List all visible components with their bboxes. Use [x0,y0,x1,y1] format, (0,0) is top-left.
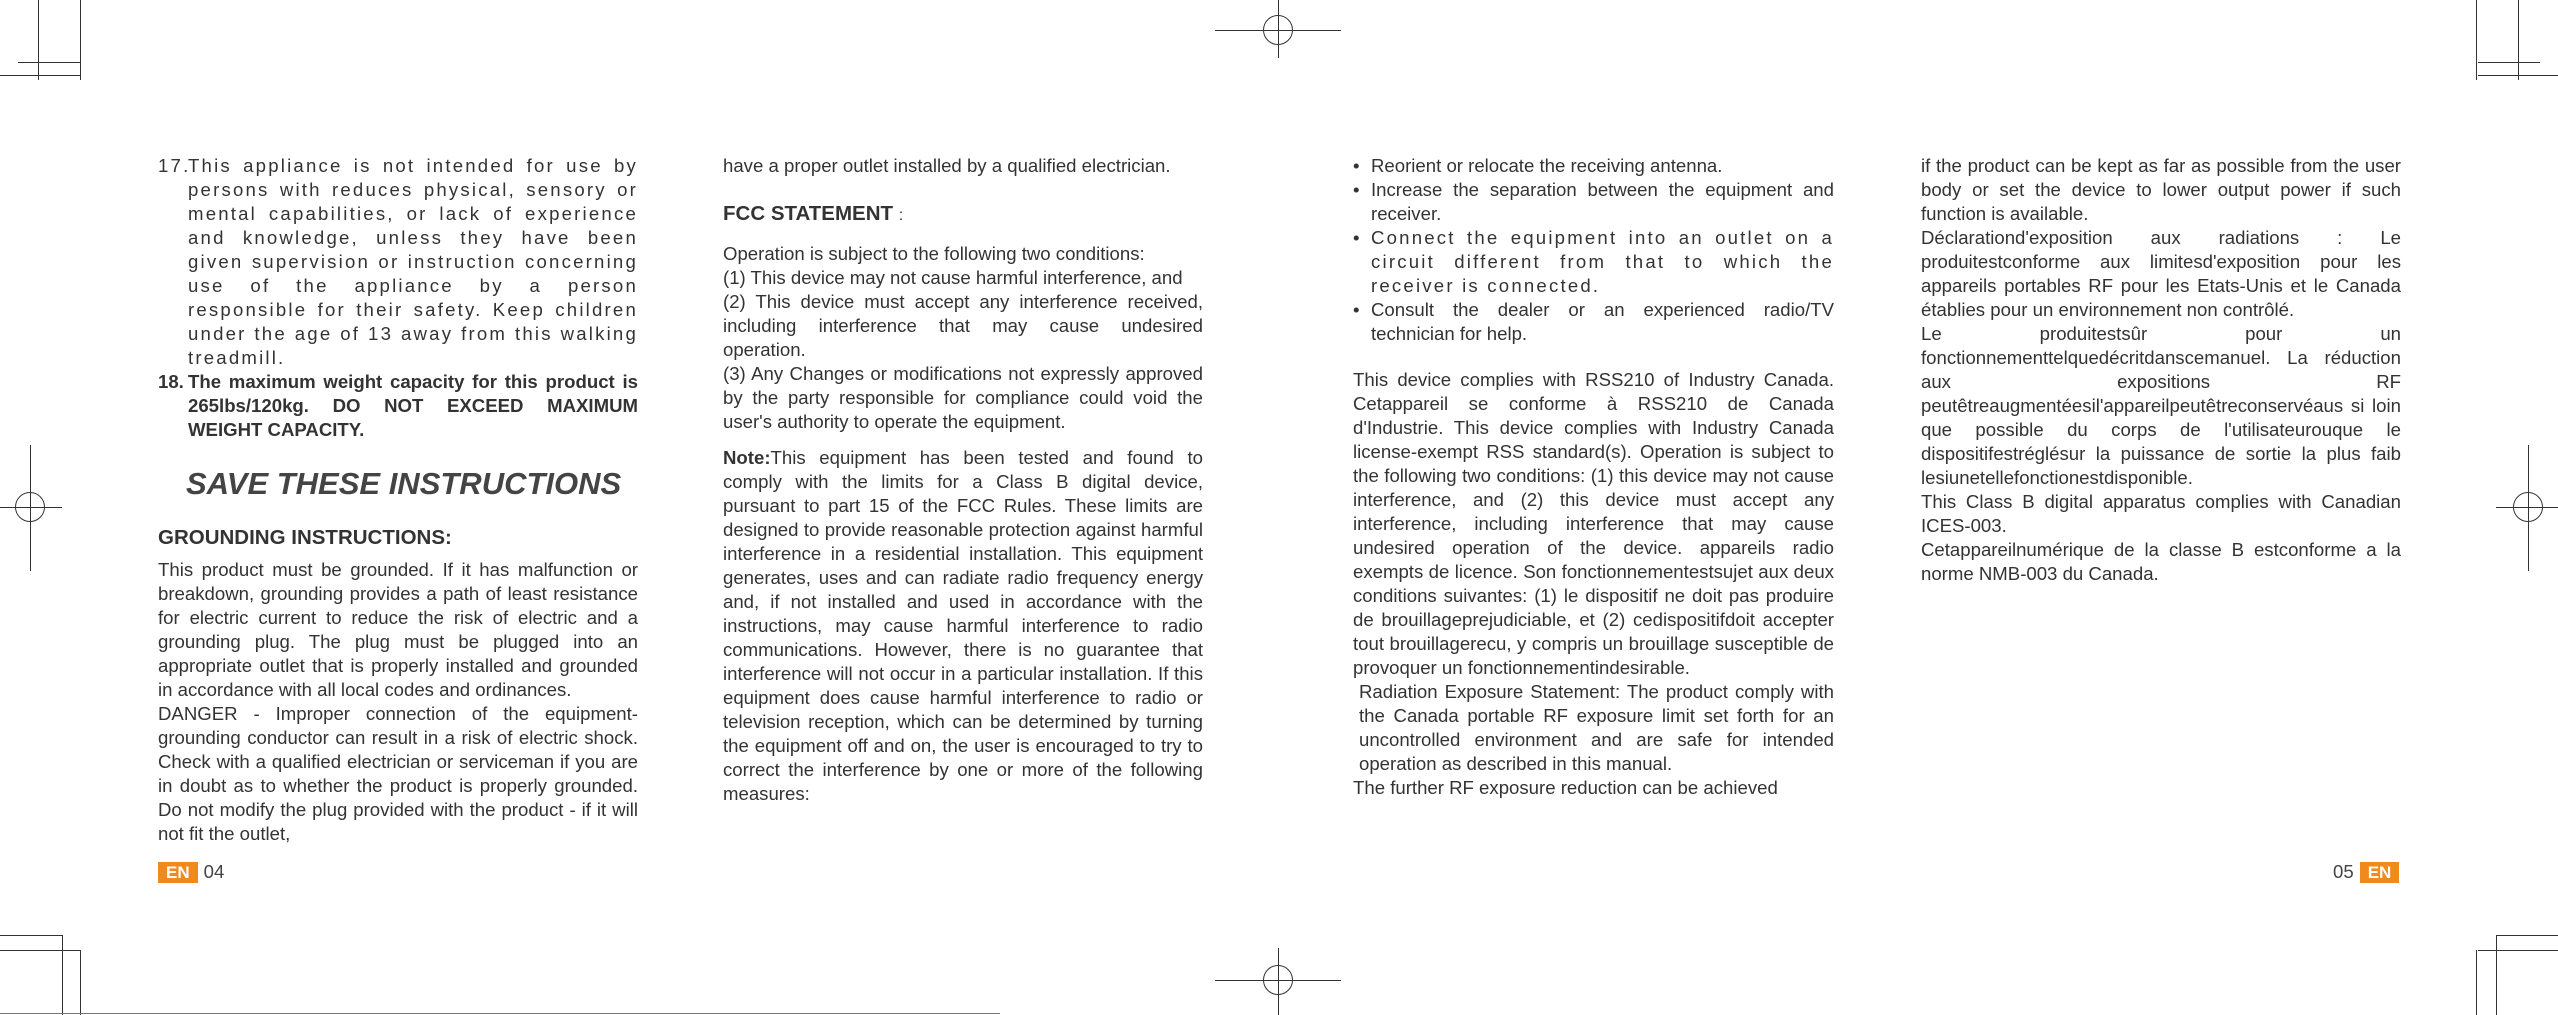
list-number: 18. [158,371,184,392]
grounding-heading: GROUNDING INSTRUCTIONS: [158,526,452,549]
bullet-text: Increase the separation between the equipment and receiver. [1371,179,1834,224]
list-item-18 [158,370,638,442]
declaration-paragraph: Déclarationd'exposition aux radiations : Le produitestconforme aux limitesd'exposition pour les appareils portables RF pour les Etats-Unis et le Canada établies pour un environnement non contrôlé. [1921,227,2401,320]
page-number: 04 [203,861,225,882]
right-page-footer [2333,860,2399,884]
left-page-column-2 [723,154,1203,806]
fcc-intro: Operation is subject to the following two conditions: [723,243,1145,264]
fcc-condition-2: (2) This device must accept any interference received, including interference that may cause undesired operation. [723,291,1203,360]
fcc-condition-3: (3) Any Changes or modifications not expressly approved by the party responsible for compliance could void the user's authority to operate the equipment. [723,363,1203,432]
left-page-column-1 [158,154,638,846]
note-paragraph [723,446,1203,806]
bullet-text: Reorient or relocate the receiving antenna. [1371,155,1723,176]
language-badge: EN [158,862,198,883]
right-page-column-2 [1921,154,2401,586]
continued-paragraph: have a proper outlet installed by a qualified electrician. [723,155,1171,176]
bullet-text: Consult the dealer or an experienced radio/TV technician for help. [1371,299,1834,344]
grounding-paragraph: This product must be grounded. If it has malfunction or breakdown, grounding provides a path of least resistance for electric current to reduce the risk of electric and a grounding plug. The plug must be plugged into an appropriate outlet that is properly installed and grounded in accordance with all local codes and ordinances. [158,559,638,700]
fcc-heading [723,202,1203,228]
radiation-paragraph: Radiation Exposure Statement: The product comply with the Canada portable RF exposure limit set forth for an uncontrolled environment and are safe for intended operation as described in this manual. [1359,681,1834,774]
fcc-heading-text: FCC STATEMENT [723,202,894,225]
fcc-condition-1: (1) This device may not cause harmful interference, and [723,267,1183,288]
right-page-column-1 [1353,154,1834,800]
bullet-item [1353,154,1834,178]
french-safety-paragraph: Le produitestsûr pour un fonctionnementtelquedécritdanscemanuel. La réduction aux expositions RF peutêtreaugmentéesil'appareilpeutêtreconservéaus si loin que possible du corps de l'utilisateurouque le dispositifestréglésur la puissance de sortie la plus faib lesiunetellefonctionestdisponible. [1921,323,2401,488]
exposure-paragraph: if the product can be kept as far as possible from the user body or set the device to lower output power if such function is available. [1921,155,2401,224]
bullet-dot: • [1353,179,1360,200]
nmb-paragraph: Cetappareilnumérique de la classe B estconforme a la norme NMB-003 du Canada. [1921,539,2401,584]
list-item-text: The maximum weight capacity for this product is 265lbs/120kg. DO NOT EXCEED MAXIMUM WEIGHT CAPACITY. [188,371,638,440]
left-page-footer [158,860,224,884]
save-instructions-heading: SAVE THESE INSTRUCTIONS [186,466,622,501]
bullet-item [1353,226,1834,298]
industry-canada-paragraph: This device complies with RSS210 of Industry Canada. Cetappareil se conforme à RSS210 de Canada d'Industrie. This device complies with Industry Canada license-exempt RSS standard(s). Operation is subject to the following two conditions: (1) this device may not cause interference, and (2) this device must accept any interference, including interference that may cause undesired operation of the device. appareils radio exempts de licence. Son fonctionnementestsujet aux deux conditions suivantes: (1) le dispositif ne doit pas produire de brouillageprejudiciable, et (2) cedispositifdoit accepter tout brouillagerecu, y compris un brouillage susceptible de provoquer un fonctionnementindesirable. [1353,369,1834,678]
list-item-text: This appliance is not intended for use by persons with reduces physical, sensory or mental capabilities, or lack of experience and knowledge, unless they have been given supervision or instruction concerning use of the appliance by a person responsible for their safety. Keep children under the age of 13 away from this walking treadmill. [188,155,638,368]
bullet-text: Connect the equipment into an outlet on a circuit different from that to which the receiver is connected. [1371,227,1834,296]
bullet-dot: • [1353,227,1362,248]
bullet-item [1353,178,1834,226]
bullet-dot: • [1353,299,1360,320]
further-paragraph: The further RF exposure reduction can be achieved [1353,777,1778,798]
list-item-17 [158,154,638,370]
bullet-dot: • [1353,155,1360,176]
language-badge: EN [2360,862,2400,883]
fcc-heading-colon: : [898,207,904,224]
danger-paragraph: DANGER - Improper connection of the equipment-grounding conductor can result in a risk of electric shock. Check with a qualified electrician or serviceman if you are in doubt as to whether the product is properly grounded. Do not modify the plug provided with the product - if it will not fit the outlet, [158,703,638,844]
bullet-item [1353,298,1834,346]
ices-paragraph: This Class B digital apparatus complies with Canadian ICES-003. [1921,491,2401,536]
note-text: This equipment has been tested and found to comply with the limits for a Class B digital device, pursuant to part 15 of the FCC Rules. These limits are designed to provide reasonable protection against harmful interference in a residential installation. This equipment generates, uses and can radiate radio frequency energy and, if not installed and used in accordance with the instructions, may cause harmful interference to radio communications. However, there is no guarantee that interference will not occur in a particular installation. If this equipment does cause harmful interference to radio or television reception, which can be determined by turning the equipment off and on, the user is encouraged to try to correct the interference by one or more of the following measures: [723,447,1203,804]
page-number: 05 [2333,861,2354,882]
note-label: Note: [723,447,771,468]
list-number: 17. [158,155,191,176]
